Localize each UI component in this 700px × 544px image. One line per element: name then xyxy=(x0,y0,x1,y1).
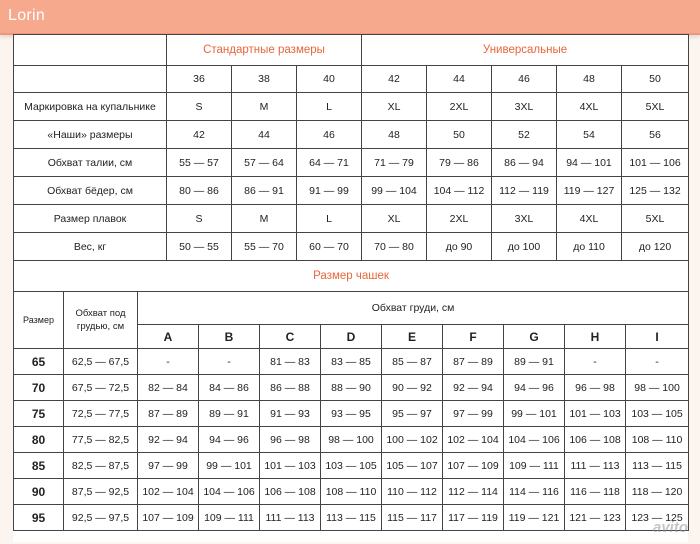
table-cell: 96 — 98 xyxy=(565,375,626,401)
table-cell: 112 — 119 xyxy=(492,177,557,205)
table-cell: 113 — 115 xyxy=(321,505,382,531)
table-row xyxy=(14,401,689,427)
table-cell: 86 — 94 xyxy=(492,149,557,177)
table-cell: 89 — 91 xyxy=(199,401,260,427)
size-header: 42 xyxy=(362,66,427,93)
table-cell: 91 — 99 xyxy=(297,177,362,205)
underbust-range: 87,5 — 92,5 xyxy=(64,479,138,505)
band-size: 80 xyxy=(14,427,64,453)
underbust-range: 77,5 — 82,5 xyxy=(64,427,138,453)
table-cell: 125 — 132 xyxy=(622,177,689,205)
table-cell: 86 — 88 xyxy=(260,375,321,401)
table-row xyxy=(14,505,689,531)
cup-header: H xyxy=(565,325,626,349)
table-cell: 50 — 55 xyxy=(167,233,232,261)
table-cell: 3XL xyxy=(492,93,557,121)
table-cell: 55 — 70 xyxy=(232,233,297,261)
table-row xyxy=(14,177,689,205)
table-cell: M xyxy=(232,93,297,121)
size-header: 50 xyxy=(622,66,689,93)
table-cell: 115 — 117 xyxy=(382,505,443,531)
table-cell: 89 — 91 xyxy=(504,349,565,375)
table-cell: до 90 xyxy=(427,233,492,261)
table-cell: 4XL xyxy=(557,93,622,121)
table-cell: 83 — 85 xyxy=(321,349,382,375)
table-cell: - xyxy=(626,349,689,375)
table-cell: 104 — 112 xyxy=(427,177,492,205)
cup-size-table xyxy=(13,291,689,531)
table-cell: 87 — 89 xyxy=(138,401,199,427)
table-cell: 56 xyxy=(622,121,689,149)
watermark: avito xyxy=(652,519,688,536)
table-cell: 101 — 103 xyxy=(260,453,321,479)
table-cell: 102 — 104 xyxy=(443,427,504,453)
table-cell: 111 — 113 xyxy=(260,505,321,531)
table-cell: L xyxy=(297,93,362,121)
row-label: Обхват бёдер, см xyxy=(14,177,167,205)
table-cell: 101 — 106 xyxy=(622,149,689,177)
table-cell: 60 — 70 xyxy=(297,233,362,261)
table-cell: 55 — 57 xyxy=(167,149,232,177)
table-cell: 99 — 101 xyxy=(504,401,565,427)
table-cell: 88 — 90 xyxy=(321,375,382,401)
table-cell: XL xyxy=(362,93,427,121)
table-cell: 44 xyxy=(232,121,297,149)
underbust-range: 92,5 — 97,5 xyxy=(64,505,138,531)
table-cell: 90 — 92 xyxy=(382,375,443,401)
table-cell: S xyxy=(167,93,232,121)
table-cell: 64 — 71 xyxy=(297,149,362,177)
table-cell: XL xyxy=(362,205,427,233)
row-label: Обхват талии, см xyxy=(14,149,167,177)
table-cell: L xyxy=(297,205,362,233)
table-cell: 48 xyxy=(362,121,427,149)
band-size: 90 xyxy=(14,479,64,505)
table-cell: до 100 xyxy=(492,233,557,261)
table-cell: 93 — 95 xyxy=(321,401,382,427)
table-row xyxy=(14,93,689,121)
table-cell: 119 — 127 xyxy=(557,177,622,205)
table-cell: 85 — 87 xyxy=(382,349,443,375)
size-header: 44 xyxy=(427,66,492,93)
table-cell: 107 — 109 xyxy=(138,505,199,531)
size-header: 38 xyxy=(232,66,297,93)
table-cell: 103 — 105 xyxy=(626,401,689,427)
underbust-range: 82,5 — 87,5 xyxy=(64,453,138,479)
table-cell: 110 — 112 xyxy=(382,479,443,505)
cup-header: I xyxy=(626,325,689,349)
table-cell: 104 — 106 xyxy=(199,479,260,505)
table-row xyxy=(14,427,689,453)
cup-header: B xyxy=(199,325,260,349)
table-cell: 80 — 86 xyxy=(167,177,232,205)
size-header: 40 xyxy=(297,66,362,93)
table-cell: 109 — 111 xyxy=(199,505,260,531)
table-cell: 54 xyxy=(557,121,622,149)
table-cell: 91 — 93 xyxy=(260,401,321,427)
table-cell: 96 — 98 xyxy=(260,427,321,453)
table-cell: 81 — 83 xyxy=(260,349,321,375)
table-row xyxy=(14,233,689,261)
cup-header: E xyxy=(382,325,443,349)
table-cell: 52 xyxy=(492,121,557,149)
brand-name: Lorin xyxy=(8,7,46,24)
table-cell: 94 — 96 xyxy=(199,427,260,453)
row-label: Вес, кг xyxy=(14,233,167,261)
table-cell: 104 — 106 xyxy=(504,427,565,453)
table-cell: 108 — 110 xyxy=(321,479,382,505)
row-label: «Наши» размеры xyxy=(14,121,167,149)
table-cell: 2XL xyxy=(427,93,492,121)
table-row xyxy=(14,349,689,375)
table-cell: 121 — 123 xyxy=(565,505,626,531)
table-cell: 82 — 84 xyxy=(138,375,199,401)
table-cell: 106 — 108 xyxy=(565,427,626,453)
table-cell: 98 — 100 xyxy=(321,427,382,453)
table-cell: 105 — 107 xyxy=(382,453,443,479)
cup-header: G xyxy=(504,325,565,349)
table-cell: 97 — 99 xyxy=(138,453,199,479)
underbust-range: 62,5 — 67,5 xyxy=(64,349,138,375)
table-cell: 108 — 110 xyxy=(626,427,689,453)
group-standard-header: Стандартные размеры xyxy=(167,35,362,66)
size-header: 48 xyxy=(557,66,622,93)
table-cell: - xyxy=(565,349,626,375)
table-cell: 3XL xyxy=(492,205,557,233)
size-header: 46 xyxy=(492,66,557,93)
table-cell: 123 — 125 xyxy=(626,505,689,531)
table-cell: 57 — 64 xyxy=(232,149,297,177)
table-cell: 101 — 103 xyxy=(565,401,626,427)
cup-header: D xyxy=(321,325,382,349)
brand-banner xyxy=(0,0,700,35)
table-cell: 118 — 120 xyxy=(626,479,689,505)
band-size: 85 xyxy=(14,453,64,479)
corner-empty xyxy=(14,35,167,66)
table-cell: до 110 xyxy=(557,233,622,261)
band-size: 75 xyxy=(14,401,64,427)
table-cell: 106 — 108 xyxy=(260,479,321,505)
table-row xyxy=(14,205,689,233)
row-label: Маркировка на купальнике xyxy=(14,93,167,121)
table-cell: 4XL xyxy=(557,205,622,233)
table-cell: - xyxy=(199,349,260,375)
table-cell: 112 — 114 xyxy=(443,479,504,505)
table-cell: 42 xyxy=(167,121,232,149)
table-cell: 99 — 104 xyxy=(362,177,427,205)
underbust-range: 67,5 — 72,5 xyxy=(64,375,138,401)
table-cell: 97 — 99 xyxy=(443,401,504,427)
table-cell: 86 — 91 xyxy=(232,177,297,205)
table-cell: 50 xyxy=(427,121,492,149)
table-cell: 92 — 94 xyxy=(138,427,199,453)
underbust-range: 72,5 — 77,5 xyxy=(64,401,138,427)
size-chart-table xyxy=(13,34,689,292)
table-cell: 119 — 121 xyxy=(504,505,565,531)
table-cell: 116 — 118 xyxy=(565,479,626,505)
table-cell: 46 xyxy=(297,121,362,149)
table-cell: 102 — 104 xyxy=(138,479,199,505)
table-row xyxy=(14,121,689,149)
table-cell: 5XL xyxy=(622,205,689,233)
table-cell: 71 — 79 xyxy=(362,149,427,177)
table-cell: 70 — 80 xyxy=(362,233,427,261)
table-cell: 2XL xyxy=(427,205,492,233)
table-row xyxy=(14,453,689,479)
table-cell: 113 — 115 xyxy=(626,453,689,479)
cup-header: F xyxy=(443,325,504,349)
table-cell: M xyxy=(232,205,297,233)
table-cell: - xyxy=(138,349,199,375)
table-cell: 92 — 94 xyxy=(443,375,504,401)
table-cell: 114 — 116 xyxy=(504,479,565,505)
table-row xyxy=(14,375,689,401)
table-cell: 87 — 89 xyxy=(443,349,504,375)
table-cell: 79 — 86 xyxy=(427,149,492,177)
band-size: 95 xyxy=(14,505,64,531)
table-cell: 103 — 105 xyxy=(321,453,382,479)
table-cell: 100 — 102 xyxy=(382,427,443,453)
table-cell: 117 — 119 xyxy=(443,505,504,531)
col-size-header: Размер xyxy=(14,292,64,349)
table-cell: S xyxy=(167,205,232,233)
table-cell: 94 — 101 xyxy=(557,149,622,177)
cup-header: A xyxy=(138,325,199,349)
table-cell: до 120 xyxy=(622,233,689,261)
group-universal-header: Универсальные xyxy=(362,35,689,66)
col-chest-header: Обхват груди, см xyxy=(138,292,689,325)
size-header: 36 xyxy=(167,66,232,93)
col-underbust-header: Обхват под грудью, см xyxy=(64,292,138,349)
table-cell: 111 — 113 xyxy=(565,453,626,479)
size-chart-sheet xyxy=(13,34,688,542)
table-cell: 94 — 96 xyxy=(504,375,565,401)
table-cell: 109 — 111 xyxy=(504,453,565,479)
cup-header: C xyxy=(260,325,321,349)
table-cell: 98 — 100 xyxy=(626,375,689,401)
table-row xyxy=(14,479,689,505)
cup-size-title: Размер чашек xyxy=(14,261,689,292)
band-size: 70 xyxy=(14,375,64,401)
table-cell: 5XL xyxy=(622,93,689,121)
table-cell: 99 — 101 xyxy=(199,453,260,479)
table-row xyxy=(14,149,689,177)
table-cell: 95 — 97 xyxy=(382,401,443,427)
table-cell: 84 — 86 xyxy=(199,375,260,401)
band-size: 65 xyxy=(14,349,64,375)
corner-empty xyxy=(14,66,167,93)
table-cell: 107 — 109 xyxy=(443,453,504,479)
row-label: Размер плавок xyxy=(14,205,167,233)
